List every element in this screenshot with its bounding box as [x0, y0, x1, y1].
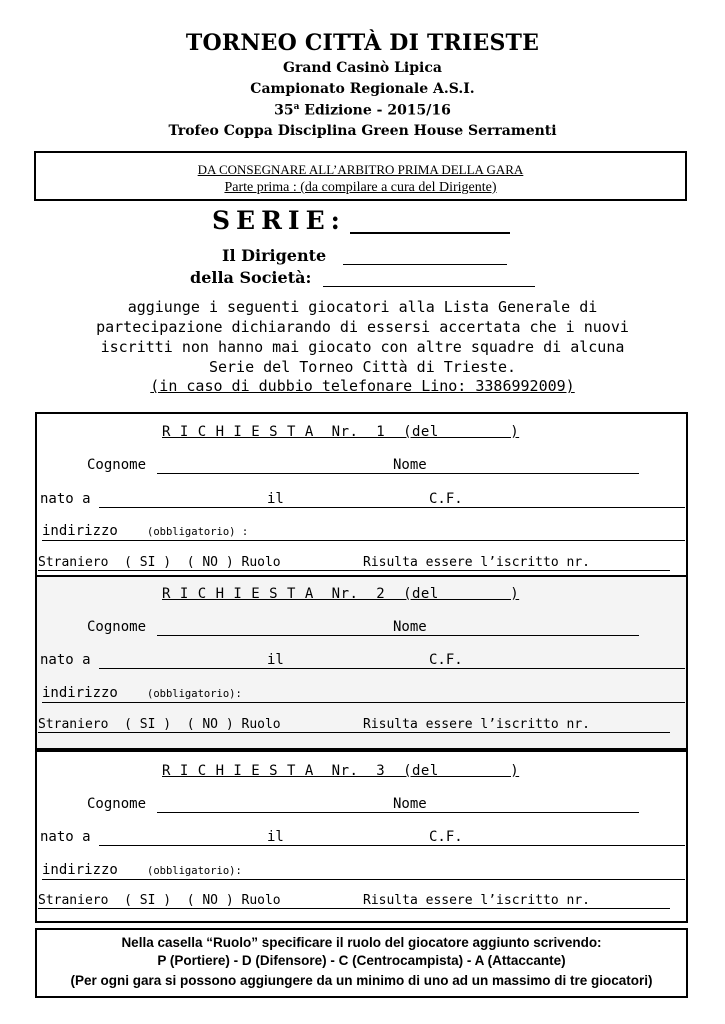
nato-label: nato a — [40, 652, 91, 668]
request-title: R I C H I E S T A Nr. 1 (del ) — [162, 424, 520, 440]
birth-cf-field[interactable] — [99, 845, 685, 846]
nome-label: Nome — [393, 619, 427, 635]
request-block-3 — [35, 750, 688, 923]
delivery-notice-box — [34, 151, 687, 201]
serie-label: SERIE: — [212, 206, 346, 235]
nato-label: nato a — [40, 491, 91, 507]
cf-label: C.F. — [429, 652, 463, 668]
straniero-ruolo-label: Straniero ( SI ) ( NO ) Ruolo — [38, 717, 281, 732]
risulta-label: Risulta essere l’iscritto nr. — [363, 717, 590, 732]
part-one-notice: Parte prima : (da compilare a cura del Dirigente) — [224, 180, 497, 195]
declaration-line: aggiunge i seguenti giocatori alla Lista Generale di — [127, 298, 598, 316]
indirizzo-field[interactable] — [42, 879, 685, 880]
role-codes-line: P (Portiere) - D (Difensore) - C (Centrocampista) - A (Attaccante) — [157, 953, 566, 968]
request-block-1 — [35, 412, 688, 577]
societa-field[interactable] — [323, 286, 535, 287]
birth-cf-field[interactable] — [99, 668, 685, 669]
cognome-label: Cognome — [87, 619, 147, 635]
venue-line: Grand Casinò Lipica — [283, 60, 442, 76]
championship-line: Campionato Regionale A.S.I. — [250, 81, 475, 97]
serie-field[interactable] — [350, 232, 510, 234]
societa-label: della Società: — [190, 268, 312, 287]
delivery-notice: DA CONSEGNARE ALL’ARBITRO PRIMA DELLA GARA — [197, 162, 524, 177]
declaration-line: partecipazione dichiarando di essersi accertata che i nuovi — [96, 318, 629, 336]
dirigente-field[interactable] — [343, 264, 507, 265]
indirizzo-field[interactable] — [42, 702, 685, 703]
cognome-label: Cognome — [87, 796, 147, 812]
document-title: TORNEO CITTÀ DI TRIESTE — [185, 30, 540, 56]
straniero-ruolo-label: Straniero ( SI ) ( NO ) Ruolo — [38, 893, 281, 908]
request-title: R I C H I E S T A Nr. 2 (del ) — [162, 586, 520, 602]
cognome-nome-field[interactable] — [157, 812, 639, 813]
cognome-nome-field[interactable] — [157, 473, 639, 474]
risulta-label: Risulta essere l’iscritto nr. — [363, 893, 590, 908]
risulta-label: Risulta essere l’iscritto nr. — [363, 555, 590, 570]
straniero-row-underline — [38, 732, 670, 733]
cf-label: C.F. — [429, 491, 463, 507]
request-block-2 — [35, 575, 688, 750]
edition-superscript: a — [293, 102, 300, 112]
straniero-ruolo-label: Straniero ( SI ) ( NO ) Ruolo — [38, 555, 281, 570]
obbligatorio-note: (obbligatorio): — [147, 865, 242, 877]
request-title: R I C H I E S T A Nr. 3 (del ) — [162, 763, 520, 779]
instructions-box — [35, 928, 688, 998]
indirizzo-label: indirizzo — [42, 685, 118, 701]
dirigente-label: Il Dirigente — [222, 246, 327, 265]
cognome-nome-field[interactable] — [157, 635, 639, 636]
il-label: il — [267, 829, 284, 845]
il-label: il — [267, 491, 284, 507]
nome-label: Nome — [393, 457, 427, 473]
declaration-line: iscritti non hanno mai giocato con altre squadre di alcuna — [100, 338, 625, 356]
obbligatorio-note: (obbligatorio): — [147, 688, 242, 700]
declaration-line: Serie del Torneo Città di Trieste. — [208, 358, 517, 376]
obbligatorio-note: (obbligatorio) : — [147, 526, 249, 538]
cf-label: C.F. — [429, 829, 463, 845]
straniero-row-underline — [38, 908, 670, 909]
il-label: il — [267, 652, 284, 668]
indirizzo-label: indirizzo — [42, 523, 118, 539]
edition-rest: Edizione - 2015/16 — [299, 102, 451, 119]
instructions-line: Nella casella “Ruolo” specificare il ruolo del giocatore aggiunto scrivendo: — [121, 935, 602, 950]
nome-label: Nome — [393, 796, 427, 812]
edition-line — [0, 102, 725, 119]
phone-note: (in caso di dubbio telefonare Lino: 3386992009) — [150, 377, 575, 395]
edition-number: 35 — [274, 102, 294, 119]
birth-cf-field[interactable] — [99, 507, 685, 508]
straniero-row-underline — [38, 570, 670, 571]
player-limit-note: (Per ogni gara si possono aggiungere da un minimo di uno ad un massimo di tre giocatori) — [70, 973, 653, 988]
nato-label: nato a — [40, 829, 91, 845]
indirizzo-label: indirizzo — [42, 862, 118, 878]
cognome-label: Cognome — [87, 457, 147, 473]
indirizzo-field[interactable] — [42, 540, 685, 541]
trophy-line: Trofeo Coppa Disciplina Green House Serramenti — [168, 123, 557, 139]
